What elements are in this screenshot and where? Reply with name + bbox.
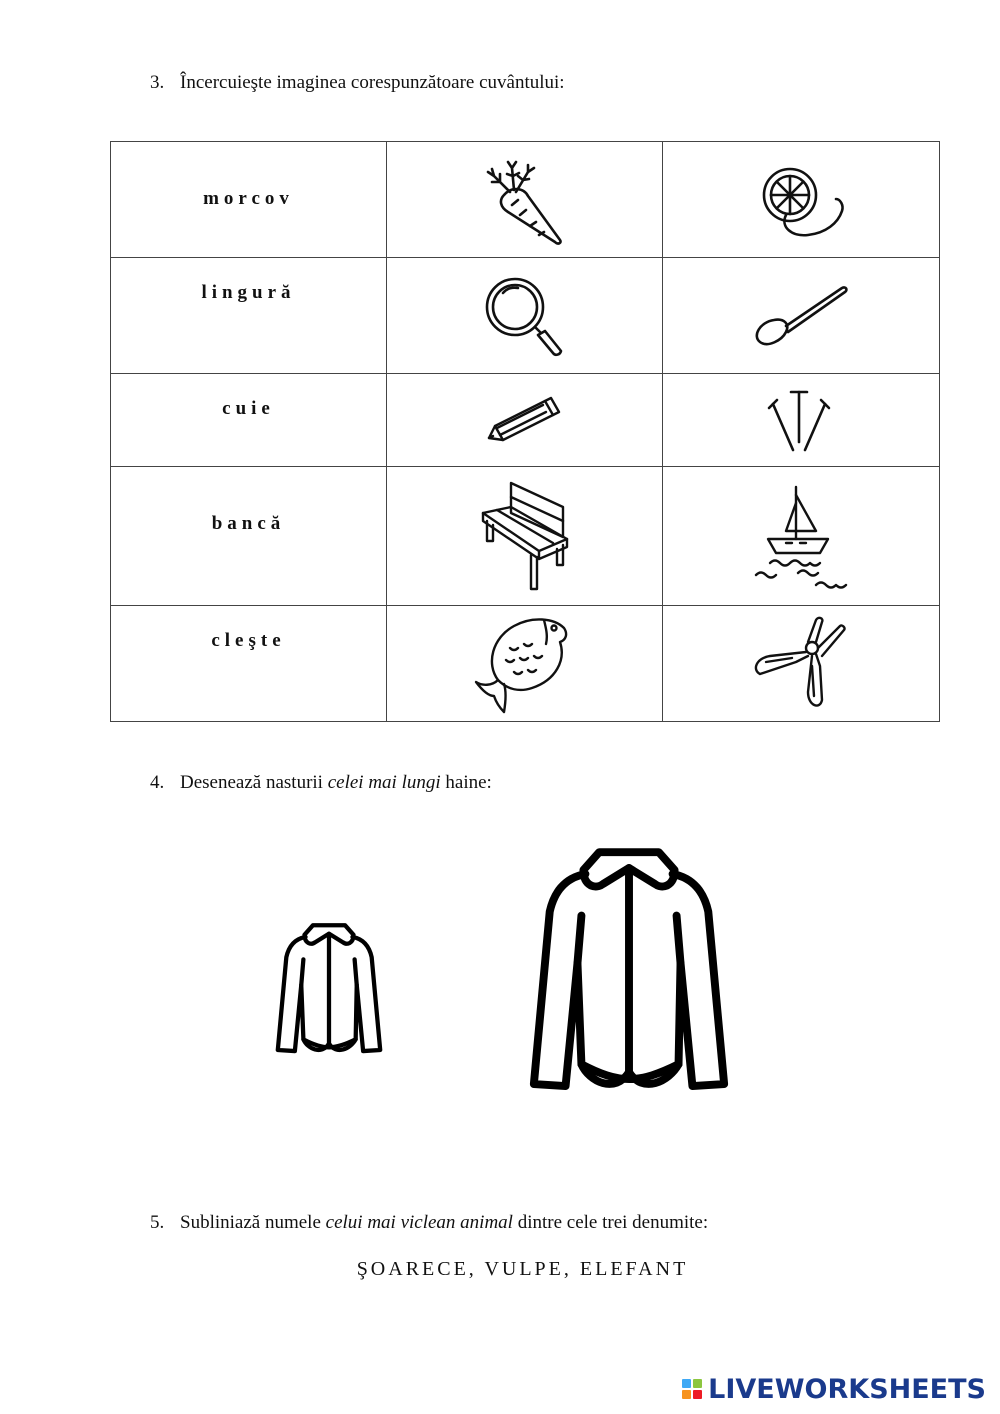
exercise-number: 4. (150, 772, 165, 793)
picture-choice-sailboat[interactable] (663, 467, 940, 606)
exercise-5-instruction (150, 1212, 708, 1234)
instruction-text: Desenează nasturii (180, 772, 328, 793)
table-row (111, 467, 940, 606)
picture-choice-spoon[interactable] (663, 258, 940, 374)
word-cuie: cuie (222, 398, 275, 419)
picture-choice-nails[interactable] (663, 374, 940, 467)
exercise-3-instruction (150, 72, 565, 94)
brand-name: LIVEWORKSHEETS (708, 1373, 986, 1405)
animal-names[interactable]: ŞOARECE, VULPE, ELEFANT (356, 1258, 689, 1280)
logo-block (682, 1379, 691, 1388)
picture-choice-bench[interactable] (387, 467, 663, 606)
logo-block (682, 1390, 691, 1399)
nails-icon (751, 380, 851, 460)
instruction-emphasis: celei mai lungi (327, 772, 441, 793)
word-cleste: cleşte (211, 630, 286, 651)
picture-choice-fish[interactable] (387, 606, 663, 722)
word-lingura: lingură (201, 282, 296, 303)
picture-choice-pencil[interactable] (387, 374, 663, 467)
word-cell (111, 606, 387, 722)
exercise-number: 5. (150, 1212, 165, 1233)
picture-choice-pliers[interactable] (663, 606, 940, 722)
instruction-text-end: dintre cele trei denumite: (512, 1212, 709, 1233)
table-row (111, 258, 940, 374)
word-morcov: morcov (203, 188, 294, 209)
picture-choice-magnifier[interactable] (387, 258, 663, 374)
instruction-text-end: haine: (440, 772, 492, 793)
word-cell (111, 258, 387, 374)
exercise-number: 3. (150, 72, 165, 93)
instruction-emphasis: celui mai viclean animal (325, 1212, 513, 1233)
bench-icon (475, 477, 575, 595)
sailboat-icon (746, 481, 856, 591)
logo-block (693, 1379, 702, 1388)
table-row (111, 142, 940, 258)
pliers-icon (746, 612, 856, 716)
word-cell (111, 374, 387, 467)
lemon-icon (746, 155, 856, 245)
fish-icon (470, 612, 580, 716)
word-banca: bancă (211, 513, 286, 534)
instruction-text: Subliniază numele (180, 1212, 326, 1233)
exercise-4-instruction (150, 772, 492, 794)
word-cell (111, 467, 387, 606)
table-row (111, 374, 940, 467)
carrot-icon (470, 150, 580, 250)
pencil-icon (475, 390, 575, 450)
spoon-icon (746, 276, 856, 356)
jacket-large-icon[interactable] (520, 845, 738, 1115)
picture-choice-carrot[interactable] (387, 142, 663, 258)
logo-blocks-icon (682, 1379, 702, 1399)
instruction-text: Încercuieşte imaginea corespunzătoare cuvântului: (180, 72, 565, 93)
logo-block (693, 1390, 702, 1399)
liveworksheets-logo (682, 1372, 986, 1406)
table-row (111, 606, 940, 722)
word-cell (111, 142, 387, 258)
word-picture-table (110, 141, 940, 722)
magnifier-icon (475, 271, 575, 361)
jacket-small-icon[interactable] (262, 922, 396, 1066)
picture-choice-lemon[interactable] (663, 142, 940, 258)
